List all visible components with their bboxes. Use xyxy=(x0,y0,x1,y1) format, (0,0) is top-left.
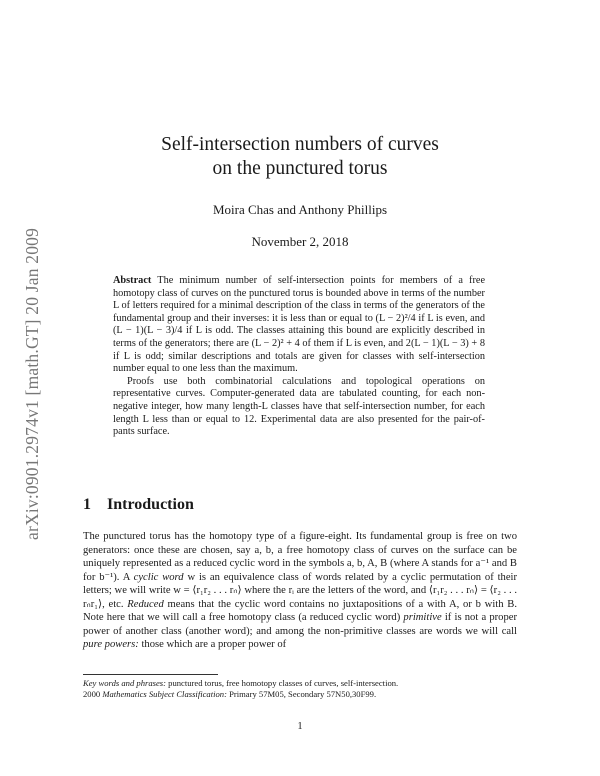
msc-text: Primary 57M05, Secondary 57N50,30F99. xyxy=(226,689,377,700)
abstract xyxy=(113,275,485,439)
section-number: 1 xyxy=(83,496,91,513)
term-primitive: primitive xyxy=(403,612,442,623)
abstract-paragraph-2: Proofs use both combinatorial calculations and topological operations on representative curves. Computer-generated data are tabulated counting, for each non-negative integer, how many length-L classes have that self-intersection number, for each length L less than or equal to 12. Experimental data are also presented for the pair-of-pants surface. xyxy=(113,375,485,438)
introduction-body xyxy=(83,530,517,652)
term-cyclic-word: cyclic word xyxy=(133,571,184,583)
intro-text-5: those which are a proper power of xyxy=(138,639,287,650)
msc-label: Mathematics Subject Classification: xyxy=(102,689,227,700)
msc-year: 2000 xyxy=(83,689,103,700)
intro-text-3: means that the cyclic word contains no juxtapositions of a with A, or b with B. Note here that we will call a free homotopy class (a reduced cyclic word) xyxy=(83,598,517,623)
section-title: Introduction xyxy=(107,496,194,513)
intro-paragraph xyxy=(83,530,517,652)
authors: Moira Chas and Anthony Phillips xyxy=(212,202,388,217)
title-line-1: Self-intersection numbers of curves xyxy=(161,134,439,155)
term-pure-powers: pure powers: xyxy=(83,639,139,650)
intro-text-1: The punctured torus has the homotopy type of a figure-eight. Its fundamental group is free on two generators: once these are chosen, say a, b, a free homotopy class of curves on the surface can be uniquely represented as a reduced cyclic word in the symbols a, b, A, B (where A stands for a⁻¹ and B for b⁻¹). A xyxy=(83,531,517,583)
intro-text-4: if is not a proper power of another class (another word); and among the non-primitive classes are words we will call xyxy=(83,612,517,637)
keywords-label: Key words and phrases: xyxy=(83,678,166,688)
paper-title xyxy=(0,133,600,181)
abstract-text-1: The minimum number of self-intersection points for members of a free homotopy class of curves on the punctured torus is bounded above in terms of the number L of letters required for a minimal description of the class in terms of the generators of the fundamental group and their inverses: it is less than or equal to (L − 2)²/4 if L is even, and (L − 1)(L − 3)/4 if L is odd. The classes attaining this bound are explicitly described in terms of the generators; there are (L − 2)² + 4 of them if L is even, and 2(L − 1)(L − 3) + 8 if L is odd; similar descriptions and totals are given for classes with self-intersection number equal to one less than the maximum. xyxy=(113,275,486,375)
footnote-msc xyxy=(83,689,517,700)
abstract-label: Abstract xyxy=(113,275,152,286)
term-reduced: Reduced xyxy=(127,598,164,610)
intro-text-2: w is an equivalence class of words related by a cyclic permutation of their letters; we will write w = ⟨r₁r₂ . . . rₙ⟩ where the rᵢ are the letters of the word, and ⟨r₁r₂ . . . rₙ⟩ = ⟨r₂ . . . rₙr₁⟩, etc. xyxy=(83,571,517,610)
abstract-paragraph-1 xyxy=(113,275,485,376)
arxiv-identifier-stamp: arXiv:0901.2974v1 [math.GT] 20 Jan 2009 xyxy=(22,227,42,540)
date: November 2, 2018 xyxy=(251,234,349,249)
footnote-keywords xyxy=(83,678,517,689)
title-line-2: on the punctured torus xyxy=(212,158,388,179)
keywords-text: punctured torus, free homotopy classes of curves, self-intersection. xyxy=(166,678,399,688)
page-number: 1 xyxy=(297,721,303,732)
section-heading xyxy=(83,496,194,514)
footnotes xyxy=(83,678,517,700)
footnote-divider xyxy=(83,674,218,675)
